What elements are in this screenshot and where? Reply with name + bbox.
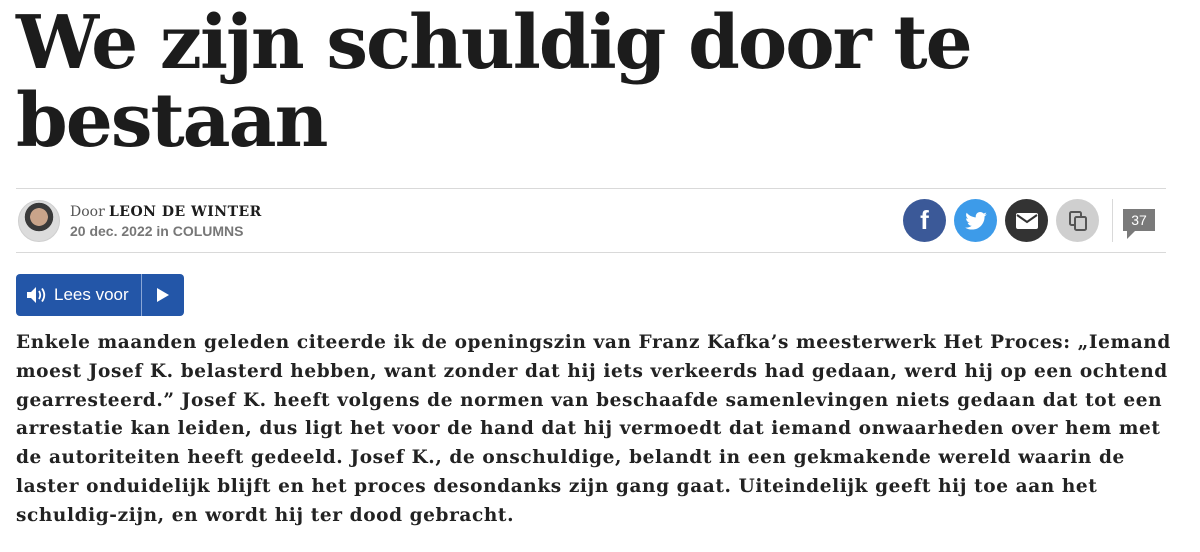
author-name-link[interactable]: LEON DE WINTER [108, 204, 262, 220]
share-divider [1112, 199, 1113, 242]
divider-top [16, 188, 1166, 189]
article-body-paragraph: Enkele maanden geleden citeerde ik de openingszin van Franz Kafka’s meesterwerk Het Proces: „Iemand moest Josef K. belasterd hebben, want zonder dat hij iets verkeerds had gedaan, werd hij op een ochtend gearresteerd.” Josef K. heeft volgens de normen van beschaafde samenlevingen niets gedaan dat tot een arrestatie kan leiden, dus ligt het voor de hand dat hij vermoedt dat iemand onwaarheden over hem met de autoriteiten heeft gedeeld. Josef K., de onschuldige, belandt in een gekmakende wereld waarin de laster onduidelijk blijft en het proces desondanks zijn gang gaat. Uiteindelijk geeft hij toe aan het schuldig-zijn, en wordt hij ter dood gebracht. [16, 332, 1171, 526]
author-avatar[interactable] [18, 200, 60, 242]
mail-icon [1016, 213, 1038, 229]
play-button[interactable] [141, 274, 184, 316]
share-twitter-button[interactable] [954, 199, 997, 242]
share-facebook-button[interactable] [903, 199, 946, 242]
comments-button[interactable] [1123, 209, 1155, 231]
comment-count: 37 [1123, 209, 1155, 231]
byline-text [70, 202, 262, 240]
copy-link-button[interactable] [1056, 199, 1099, 242]
share-buttons [903, 199, 1099, 242]
copy-icon [1069, 211, 1087, 231]
byline [18, 199, 262, 243]
article-meta[interactable]: 20 dec. 2022 in COLUMNS [70, 223, 244, 239]
byline-prefix: Door [70, 204, 105, 220]
read-aloud-control [16, 274, 184, 316]
read-aloud-label: Lees voor [54, 285, 129, 304]
share-email-button[interactable] [1005, 199, 1048, 242]
facebook-icon: f [920, 205, 929, 235]
read-aloud-button[interactable] [16, 274, 141, 316]
divider-bottom [16, 252, 1166, 253]
article-headline: We zijn schuldig door te bestaan [16, 0, 971, 164]
twitter-icon [965, 212, 987, 230]
byline-author-line [70, 202, 262, 222]
play-icon [156, 287, 170, 303]
speaker-icon [26, 286, 48, 304]
